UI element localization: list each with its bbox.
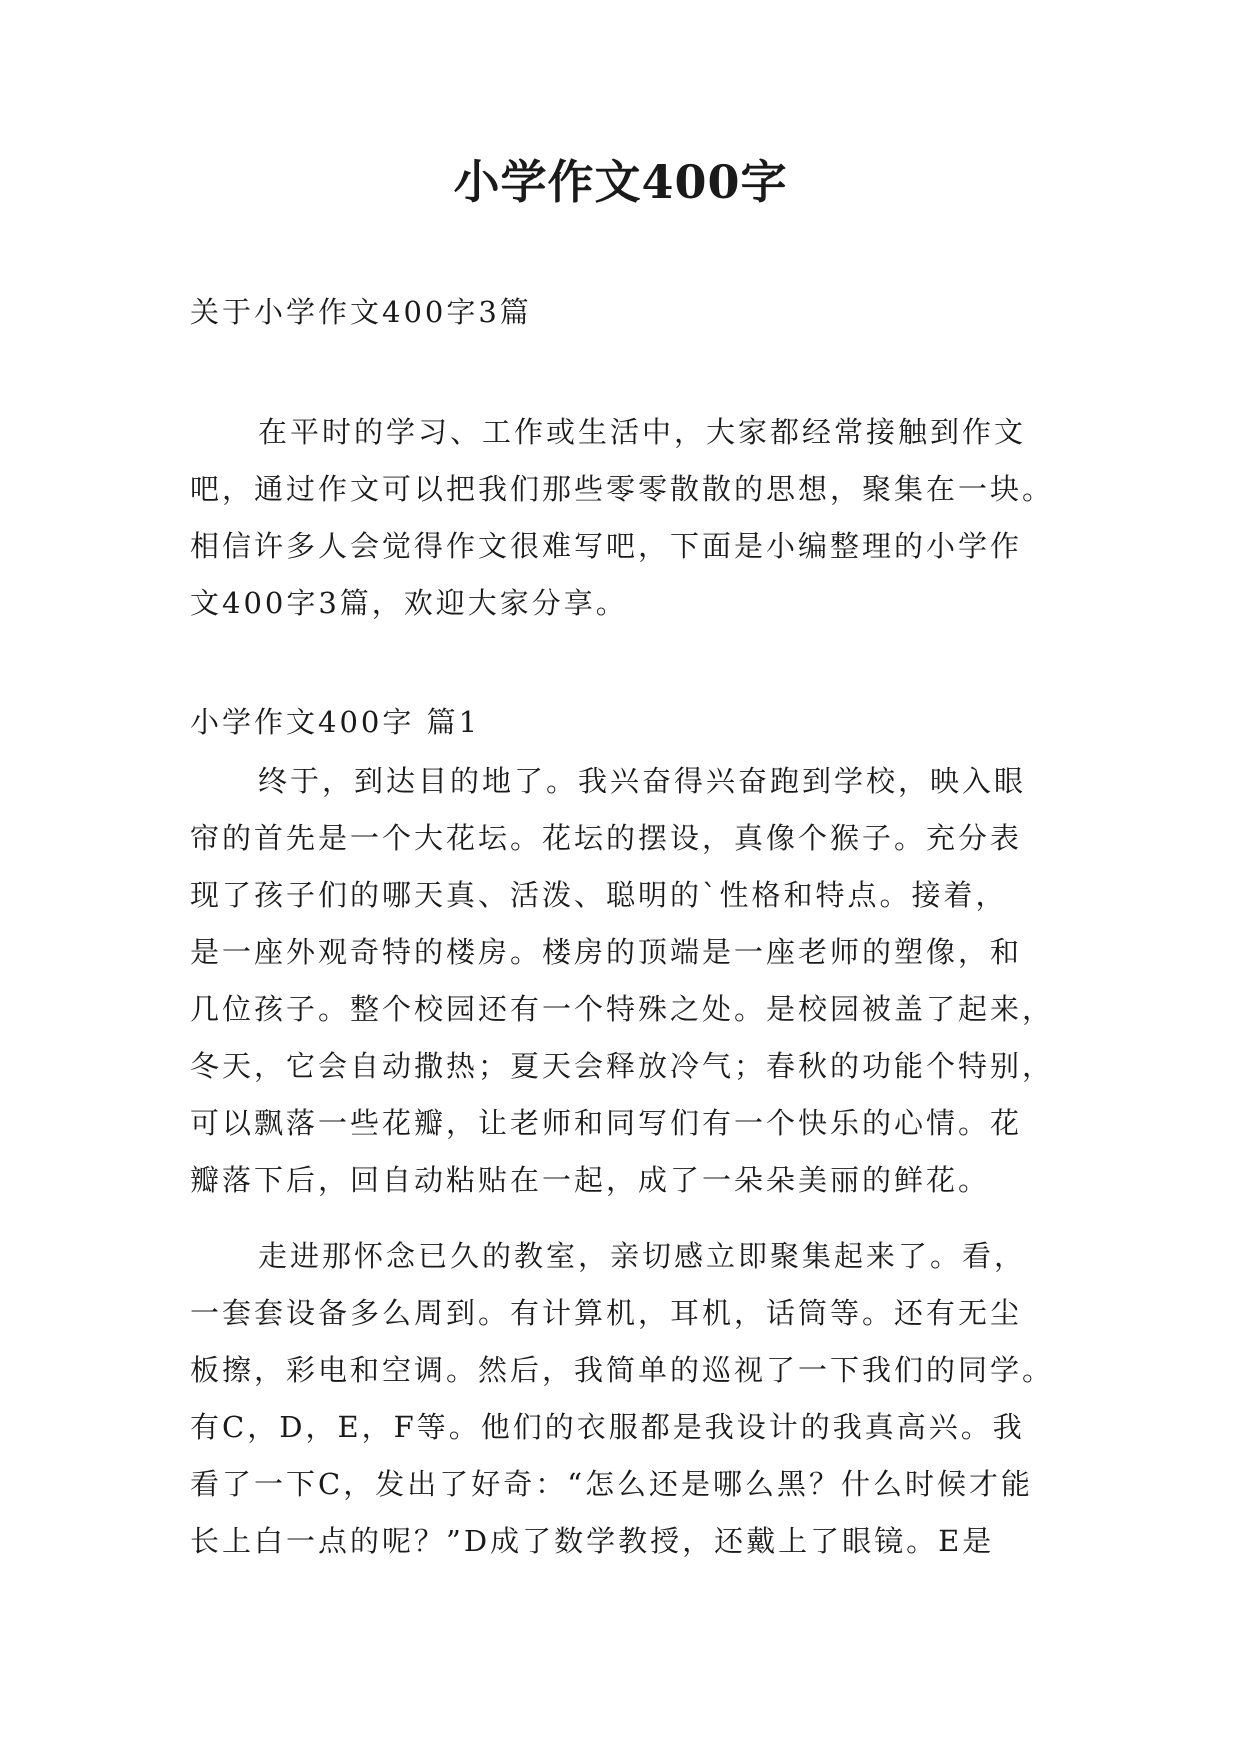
paragraph-line: 走进那怀念已久的教室，亲切感立即聚集起来了。看， — [258, 1239, 1027, 1273]
intro-line: 相信许多人会觉得作文很难写吧，下面是小编整理的小学作 — [190, 529, 1023, 563]
paragraph-line: 冬天，它会自动撒热；夏天会释放冷气；春秋的功能个特别， — [190, 1049, 1055, 1083]
paragraph-line: 可以飘落一些花瓣，让老师和同写们有一个快乐的心情。花 — [190, 1106, 1023, 1140]
intro-line: 文400字3篇，欢迎大家分享。 — [190, 586, 628, 620]
paragraph-line: 现了孩子们的哪天真、活泼、聪明的`性格和特点。接着， — [190, 878, 1008, 912]
essay-paragraph-1 — [190, 753, 1070, 1209]
paragraph-line: 有C，D，E，F等。他们的衣服都是我设计的我真高兴。我 — [190, 1410, 1025, 1444]
document-subtitle: 关于小学作文400字3篇 — [190, 295, 532, 329]
document-title: 小学作文400字 — [453, 155, 788, 209]
section-heading: 小学作文400字 篇1 — [190, 705, 481, 739]
paragraph-line: 一套套设备多么周到。有计算机，耳机，话筒等。还有无尘 — [190, 1296, 1023, 1330]
paragraph-line: 是一座外观奇特的楼房。楼房的顶端是一座老师的塑像，和 — [190, 935, 1023, 969]
intro-paragraph — [190, 404, 1070, 632]
paragraph-line: 终于，到达目的地了。我兴奋得兴奋跑到学校，映入眼 — [258, 764, 1027, 798]
intro-line: 在平时的学习、工作或生活中，大家都经常接触到作文 — [258, 415, 1027, 449]
paragraph-line: 帘的首先是一个大花坛。花坛的摆设，真像个猴子。充分表 — [190, 821, 1023, 855]
paragraph-line: 看了一下C，发出了好奇：“怎么还是哪么黑？什么时候才能 — [190, 1467, 1034, 1501]
paragraph-line: 板擦，彩电和空调。然后，我简单的巡视了一下我们的同学。 — [190, 1353, 1055, 1387]
paragraph-line: 几位孩子。整个校园还有一个特殊之处。是校园被盖了起来， — [190, 992, 1055, 1026]
paragraph-line: 瓣落下后，回自动粘贴在一起，成了一朵朵美丽的鲜花。 — [190, 1163, 991, 1197]
paragraph-line: 长上白一点的呢？”D成了数学教授，还戴上了眼镜。E是 — [190, 1524, 995, 1558]
essay-paragraph-2 — [190, 1228, 1070, 1570]
intro-line: 吧，通过作文可以把我们那些零零散散的思想，聚集在一块。 — [190, 472, 1055, 506]
